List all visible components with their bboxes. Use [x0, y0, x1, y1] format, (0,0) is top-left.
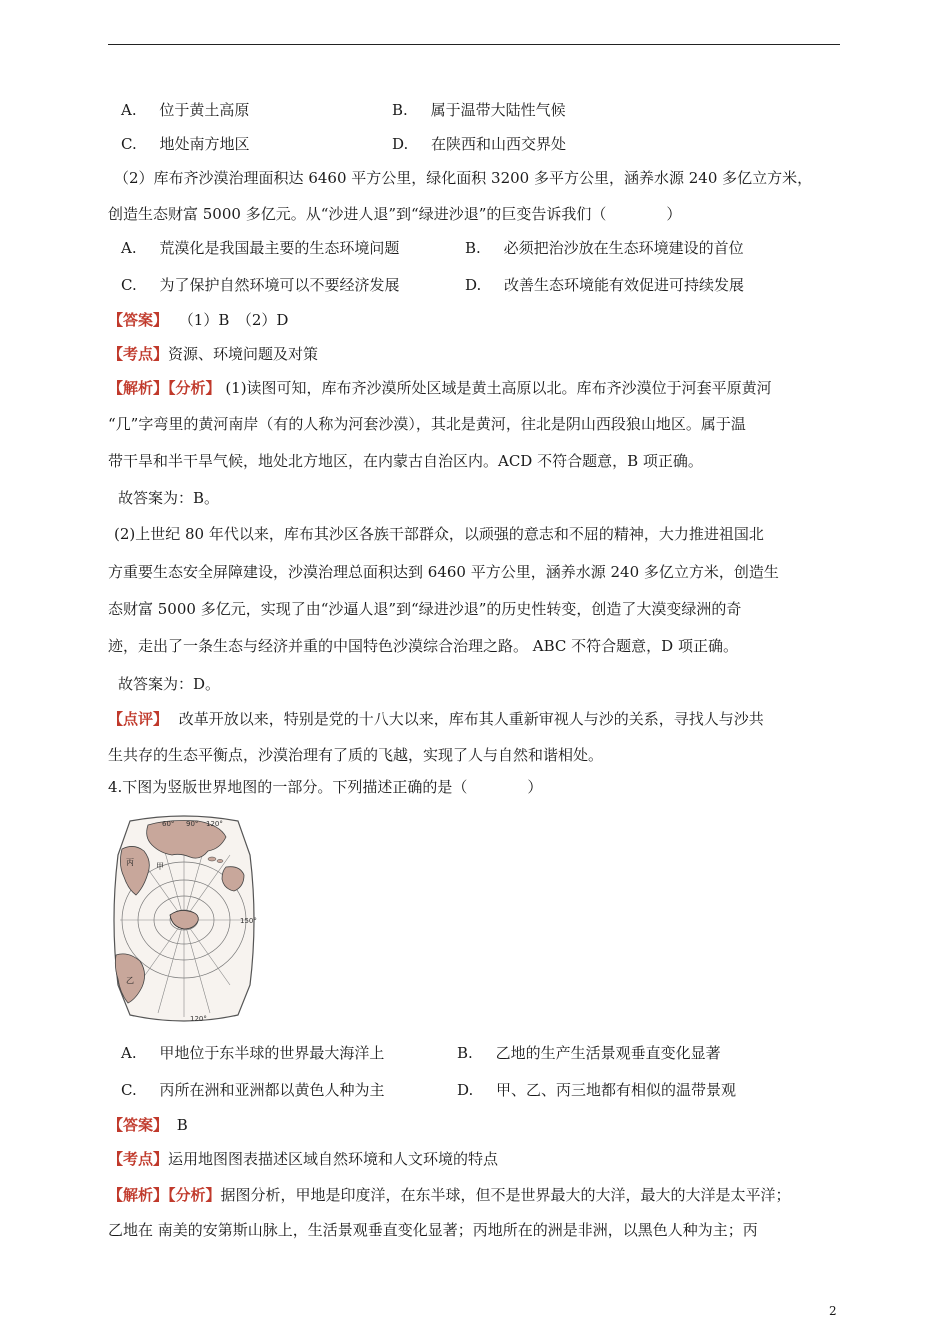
q3-point: [108, 344, 318, 364]
option-letter: D.: [392, 135, 409, 153]
option-letter: C.: [121, 276, 137, 294]
option-text: 改善生态环境能有效促进可持续发展: [504, 276, 745, 294]
option-text: 为了保护自然环境可以不要经济发展: [159, 276, 400, 294]
q3-analysis-line4: 故答案为：B。: [118, 489, 220, 507]
option-text: 必须把治沙放在生态环境建设的首位: [503, 239, 744, 257]
option-text: 甲、乙、丙三地都有相似的温带景观: [496, 1081, 737, 1099]
option-text: 属于温带大陆性气候: [430, 101, 566, 119]
option-text: 乙地的生产生活景观垂直变化显著: [495, 1044, 721, 1062]
q4-stem: 4.下图为竖版世界地图的一部分。下列描述正确的是（ ）: [108, 778, 543, 796]
page-number: 2: [829, 1304, 837, 1318]
analysis-subtag: 【分析】: [168, 1186, 221, 1204]
q3-part2-option-d: [465, 275, 744, 295]
q4-option-b: [457, 1043, 721, 1063]
lon-label-120: 120°: [206, 820, 223, 828]
q3-option-a: [121, 100, 249, 120]
q3-option-b: [392, 100, 566, 120]
analysis-tag: 【解析】: [108, 1186, 169, 1204]
map-label-bing: 丙: [126, 858, 134, 867]
q3-comment-line1: [108, 709, 764, 729]
point-text: 运用地图图表描述区域自然环境和人文环境的特点: [168, 1150, 499, 1168]
lon-label-150: 150°: [240, 917, 257, 925]
map-label-jia: 甲: [156, 862, 164, 871]
q3-analysis-line5: (2)上世纪 80 年代以来，库布其沙区各族干部群众，以顽强的意志和不屈的精神，大力推进祖国北: [114, 525, 764, 543]
option-letter: A.: [121, 239, 137, 257]
analysis-subtag: 【分析】: [168, 379, 221, 397]
option-letter: B.: [465, 239, 481, 257]
q3-part2-line1: （2）库布齐沙漠治理面积达 6460 平方公里，绿化面积 3200 多平方公里，涵养水源 240 多亿立方米，: [114, 169, 813, 187]
option-letter: C.: [121, 135, 137, 153]
q3-analysis-line2: “几”字弯里的黄河南岸（有的人称为河套沙漠），其北是黄河，往北是阴山西段狼山地区。属于温: [108, 415, 746, 433]
option-text: 地处南方地区: [159, 135, 250, 153]
q4-analysis-line2: 乙地在 南美的安第斯山脉上，生活景观垂直变化显著；丙地所在的洲是非洲，以黑色人种为主；丙: [108, 1221, 758, 1239]
q4-answer: [108, 1115, 188, 1135]
q4-point: [108, 1149, 498, 1169]
point-tag: 【考点】: [108, 345, 169, 363]
q3-analysis-line1: [108, 378, 772, 398]
q3-option-c: [121, 134, 250, 154]
answer-tag: 【答案】: [108, 1116, 169, 1134]
point-tag: 【考点】: [108, 1150, 169, 1168]
option-letter: B.: [457, 1044, 473, 1062]
option-text: 甲地位于东半球的世界最大海洋上: [159, 1044, 385, 1062]
analysis-text: 据图分析，甲地是印度洋，在东半球，但不是世界最大的大洋，最大的大洋是太平洋；: [220, 1186, 791, 1204]
comment-text: 改革开放以来，特别是党的十八大以来，库布其人重新审视人与沙的关系，寻找人与沙共: [178, 710, 764, 728]
q4-option-a: [121, 1043, 384, 1063]
q3-part2-option-c: [121, 275, 400, 295]
q3-part2-option-a: [121, 238, 399, 258]
analysis-tag: 【解析】: [108, 379, 169, 397]
header-rule: [108, 44, 840, 45]
answer-text: （1）B （2）D: [178, 311, 289, 329]
option-text: 位于黄土高原: [159, 101, 250, 119]
q3-analysis-line9: 故答案为：D。: [118, 675, 221, 693]
point-text: 资源、环境问题及对策: [168, 345, 319, 363]
lon-label-60: 60°: [162, 820, 175, 828]
option-text: 在陕西和山西交界处: [431, 135, 567, 153]
q3-part2-option-b: [465, 238, 744, 258]
q4-analysis-line1: [108, 1185, 791, 1205]
q3-answer: [108, 310, 288, 330]
q3-option-d: [392, 134, 566, 154]
world-map-figure: [108, 815, 260, 1025]
analysis-text: (1)读图可知，库布齐沙漠所处区域是黄土高原以北。库布齐沙漠位于河套平原黄河: [225, 379, 772, 397]
q4-option-d: [457, 1080, 736, 1100]
q3-comment-line2: 生共存的生态平衡点，沙漠治理有了质的飞越，实现了人与自然和谐相处。: [108, 746, 604, 764]
lon-label-120-bottom: 120°: [190, 1015, 207, 1023]
option-text: 丙所在洲和亚洲都以黄色人种为主: [159, 1081, 385, 1099]
option-letter: D.: [457, 1081, 474, 1099]
lon-label-90: 90°: [186, 820, 199, 828]
q4-option-c: [121, 1080, 385, 1100]
answer-tag: 【答案】: [108, 311, 169, 329]
q3-analysis-line7: 态财富 5000 多亿元，实现了由“沙逼人退”到“绿进沙退”的历史性转变，创造了大漠变绿洲的奇: [108, 600, 742, 618]
option-letter: B.: [392, 101, 408, 119]
comment-tag: 【点评】: [108, 710, 169, 728]
q3-analysis-line3: 带干旱和半干旱气候，地处北方地区，在内蒙古自治区内。ACD 不符合题意，B 项正确。: [108, 452, 703, 470]
q3-analysis-line6: 方重要生态安全屏障建设，沙漠治理总面积达到 6460 平方公里，涵养水源 240 多亿立方米，创造生: [108, 563, 779, 581]
option-letter: A.: [121, 1044, 137, 1062]
option-letter: D.: [465, 276, 482, 294]
map-label-yi: 乙: [126, 976, 134, 985]
option-letter: C.: [121, 1081, 137, 1099]
option-letter: A.: [121, 101, 137, 119]
option-text: 荒漠化是我国最主要的生态环境问题: [159, 239, 400, 257]
q3-analysis-line8: 迹，走出了一条生态与经济并重的中国特色沙漠综合治理之路。 ABC 不符合题意，D 项正确。: [108, 637, 738, 655]
answer-text: B: [176, 1116, 188, 1134]
q3-part2-line2: 创造生态财富 5000 多亿元。从“沙进人退”到“绿进沙退”的巨变告诉我们（ ）: [108, 205, 682, 223]
